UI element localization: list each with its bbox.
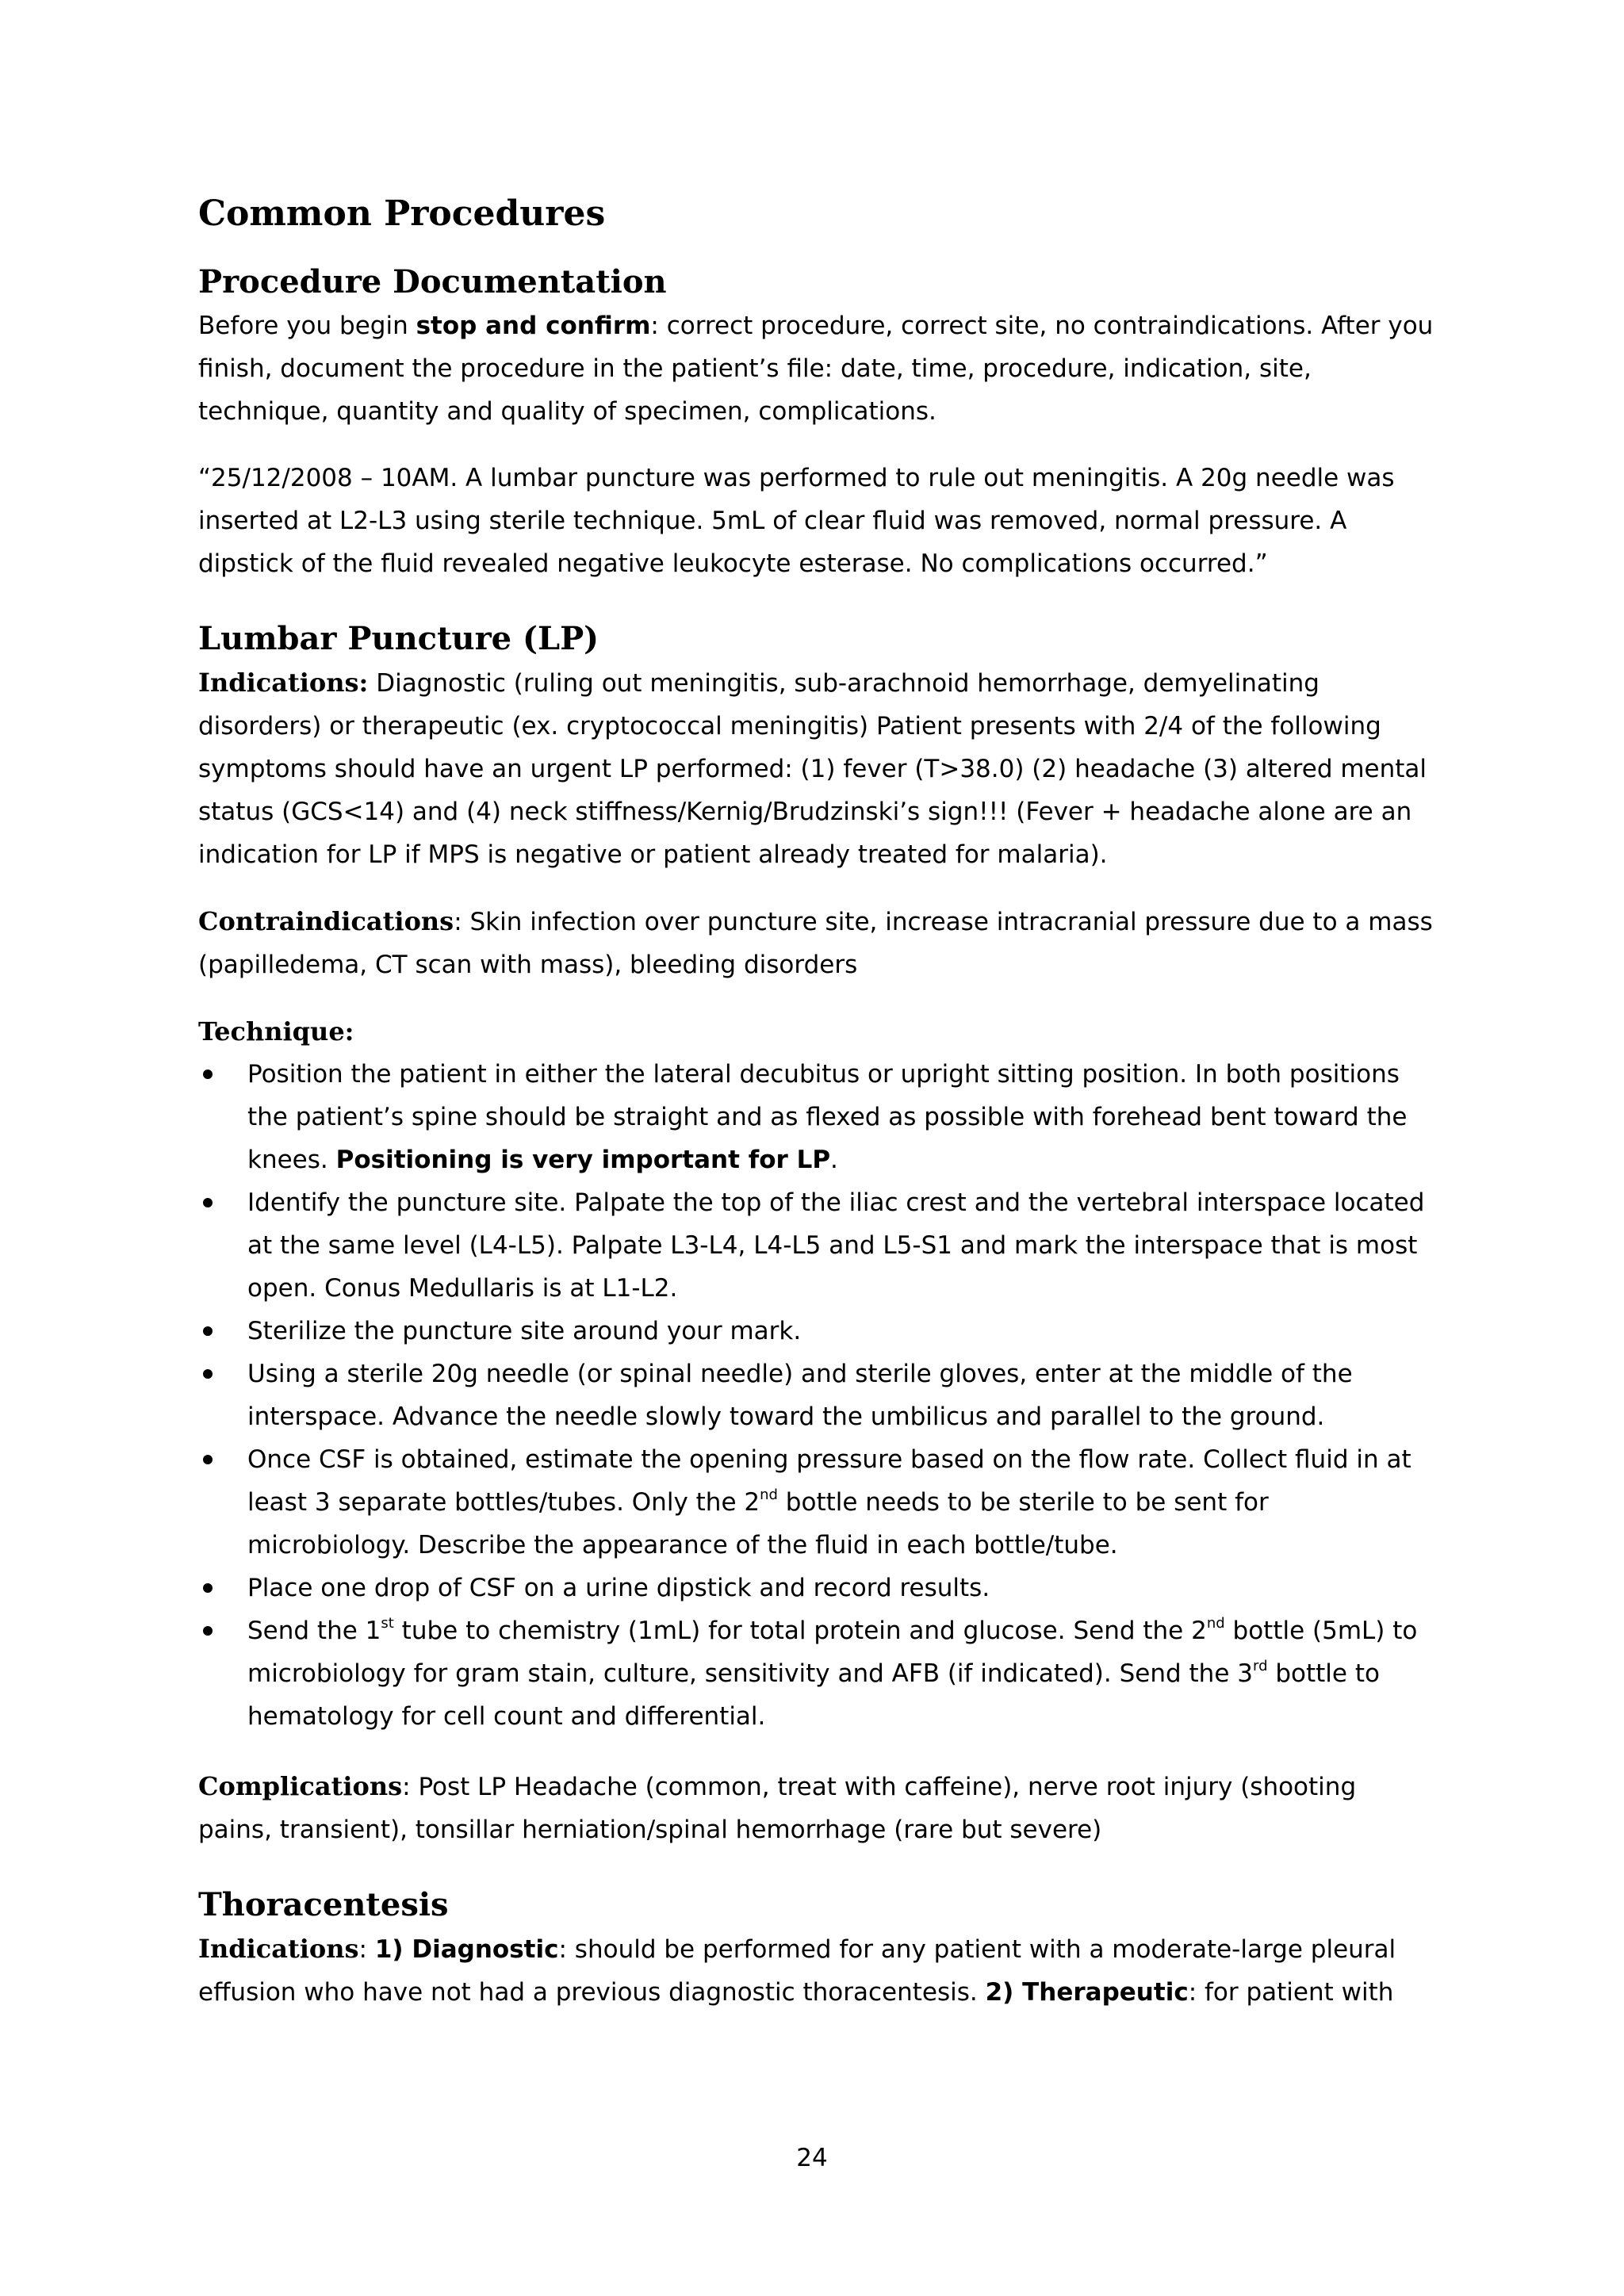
paragraph-example-note: “25/12/2008 – 10AM. A lumbar puncture was performed to rule out meningitis. A 20g needle was inserted at L2-L3 using sterile technique. 5mL of clear fluid was removed, normal pressure. A dipstick of the fluid revealed negative leukocyte esterase. No complications occurred.” [198,464,1395,578]
bold-text: Positioning is very important for LP [335,1146,831,1174]
bullet-icon [203,1369,213,1379]
paragraph-lp-contraindications [198,900,1435,986]
superscript: nd [760,1487,778,1503]
indications-label: Indications: [198,668,369,698]
list-item [198,1353,1435,1438]
indications-label: Indications [198,1934,359,1964]
technique-list [198,1053,1435,1738]
text-run: . [830,1146,838,1174]
technique-label: Technique: [198,1016,354,1047]
heading-thoracentesis: Thoracentesis [198,1886,449,1923]
bullet-icon [203,1070,213,1079]
paragraph-thoracentesis-indications [198,1927,1435,2014]
page-number: 24 [796,2144,828,2172]
text-run: : correct procedure, correct site, no contraindications. After you finish, document the procedure in the patient’s file: date, time, procedure, indication, site, technique, quantity and quality of specimen, complications. [198,312,1434,426]
list-item [198,1310,1435,1353]
text-run: : Skin infection over puncture site, increase intracranial pressure due to a mass (papilledema, CT scan with mass), bleeding disorders [198,908,1433,979]
list-item [198,1438,1435,1567]
superscript: st [381,1615,394,1632]
text-run: Diagnostic (ruling out meningitis, sub-arachnoid hemorrhage, demyelinating disorders) or therapeutic (ex. cryptococcal meningitis) Patient presents with 2/4 of the following symptoms should have an urgent LP performed: (1) fever (T>38.0) (2) headache (3) altered mental status (GCS<14) and (4) neck stiffness/Kernig/Brudzinski’s sign!!! (Fever + headache alone are an indication for LP if MPS is negative or patient already treated for malaria). [198,669,1427,869]
bold-text: 2) Therapeutic [985,1978,1189,2007]
list-item [198,1567,1435,1609]
superscript: rd [1252,1658,1268,1674]
superscript: nd [1206,1615,1225,1632]
heading-lumbar-puncture: Lumbar Puncture (LP) [198,620,599,657]
text-run: Using a sterile 20g needle (or spinal needle) and sterile gloves, enter at the middle of the interspace. Advance the needle slowly toward the umbilicus and parallel to the ground. [247,1360,1353,1431]
text-run: Place one drop of CSF on a urine dipstick and record results. [247,1574,990,1602]
text-run: : should be performed for any patient with a moderate-large pleural effusion who have not had a previous diagnostic thoracentesis. [198,1935,1396,2007]
page-title: Common Procedures [198,193,606,234]
text-run: : for patient with [1188,1978,1394,2007]
bullet-icon [203,1626,213,1636]
text-run: Send the 1 [247,1617,381,1645]
paragraph-before-you-begin [198,304,1435,433]
contraindications-label: Contraindications [198,906,454,936]
complications-label: Complications [198,1771,403,1801]
heading-procedure-documentation: Procedure Documentation [198,263,667,300]
bold-text: stop and confirm [416,312,651,340]
bold-text: 1) Diagnostic [374,1935,559,1964]
text-run: Before you begin [198,312,416,340]
list-item [198,1181,1435,1310]
text-run: bottle needs to be sterile to be sent for microbiology. Describe the appearance of the fluid in each bottle/tube. [247,1488,1269,1559]
text-run: bottle to hematology for cell count and differential. [247,1659,1380,1731]
text-run: bottle (5mL) to microbiology for gram stain, culture, sensitivity and AFB (if indicated). Send the 3 [247,1617,1418,1688]
bullet-icon [203,1326,213,1336]
text-run: Position the patient in either the lateral decubitus or upright sitting position. In both positions the patient’s spine should be straight and as flexed as possible with forehead bent toward the knees. [247,1060,1408,1174]
list-item [198,1609,1435,1738]
bullet-icon [203,1583,213,1593]
text-run: tube to chemistry (1mL) for total protein and glucose. Send the 2 [393,1617,1207,1645]
paragraph-lp-complications [198,1765,1435,1851]
text-run: Once CSF is obtained, estimate the opening pressure based on the flow rate. Collect fluid in at least 3 separate bottles/tubes. Only the 2 [247,1445,1411,1517]
paragraph-lp-indications [198,661,1435,876]
page-content [198,190,1435,2038]
bullet-icon [203,1455,213,1464]
text-run: Identify the puncture site. Palpate the top of the iliac crest and the vertebral interspace located at the same level (L4-L5). Palpate L3-L4, L4-L5 and L5-S1 and mark the interspace that is most open. Conus Medullaris is at L1-L2. [247,1188,1425,1303]
text-run: : [358,1935,375,1964]
text-run: : Post LP Headache (common, treat with caffeine), nerve root injury (shooting pains, transient), tonsillar herniation/spinal hemorrhage (rare but severe) [198,1773,1357,1844]
list-item [198,1053,1435,1181]
bullet-icon [203,1198,213,1207]
text-run: Sterilize the puncture site around your mark. [247,1317,802,1345]
